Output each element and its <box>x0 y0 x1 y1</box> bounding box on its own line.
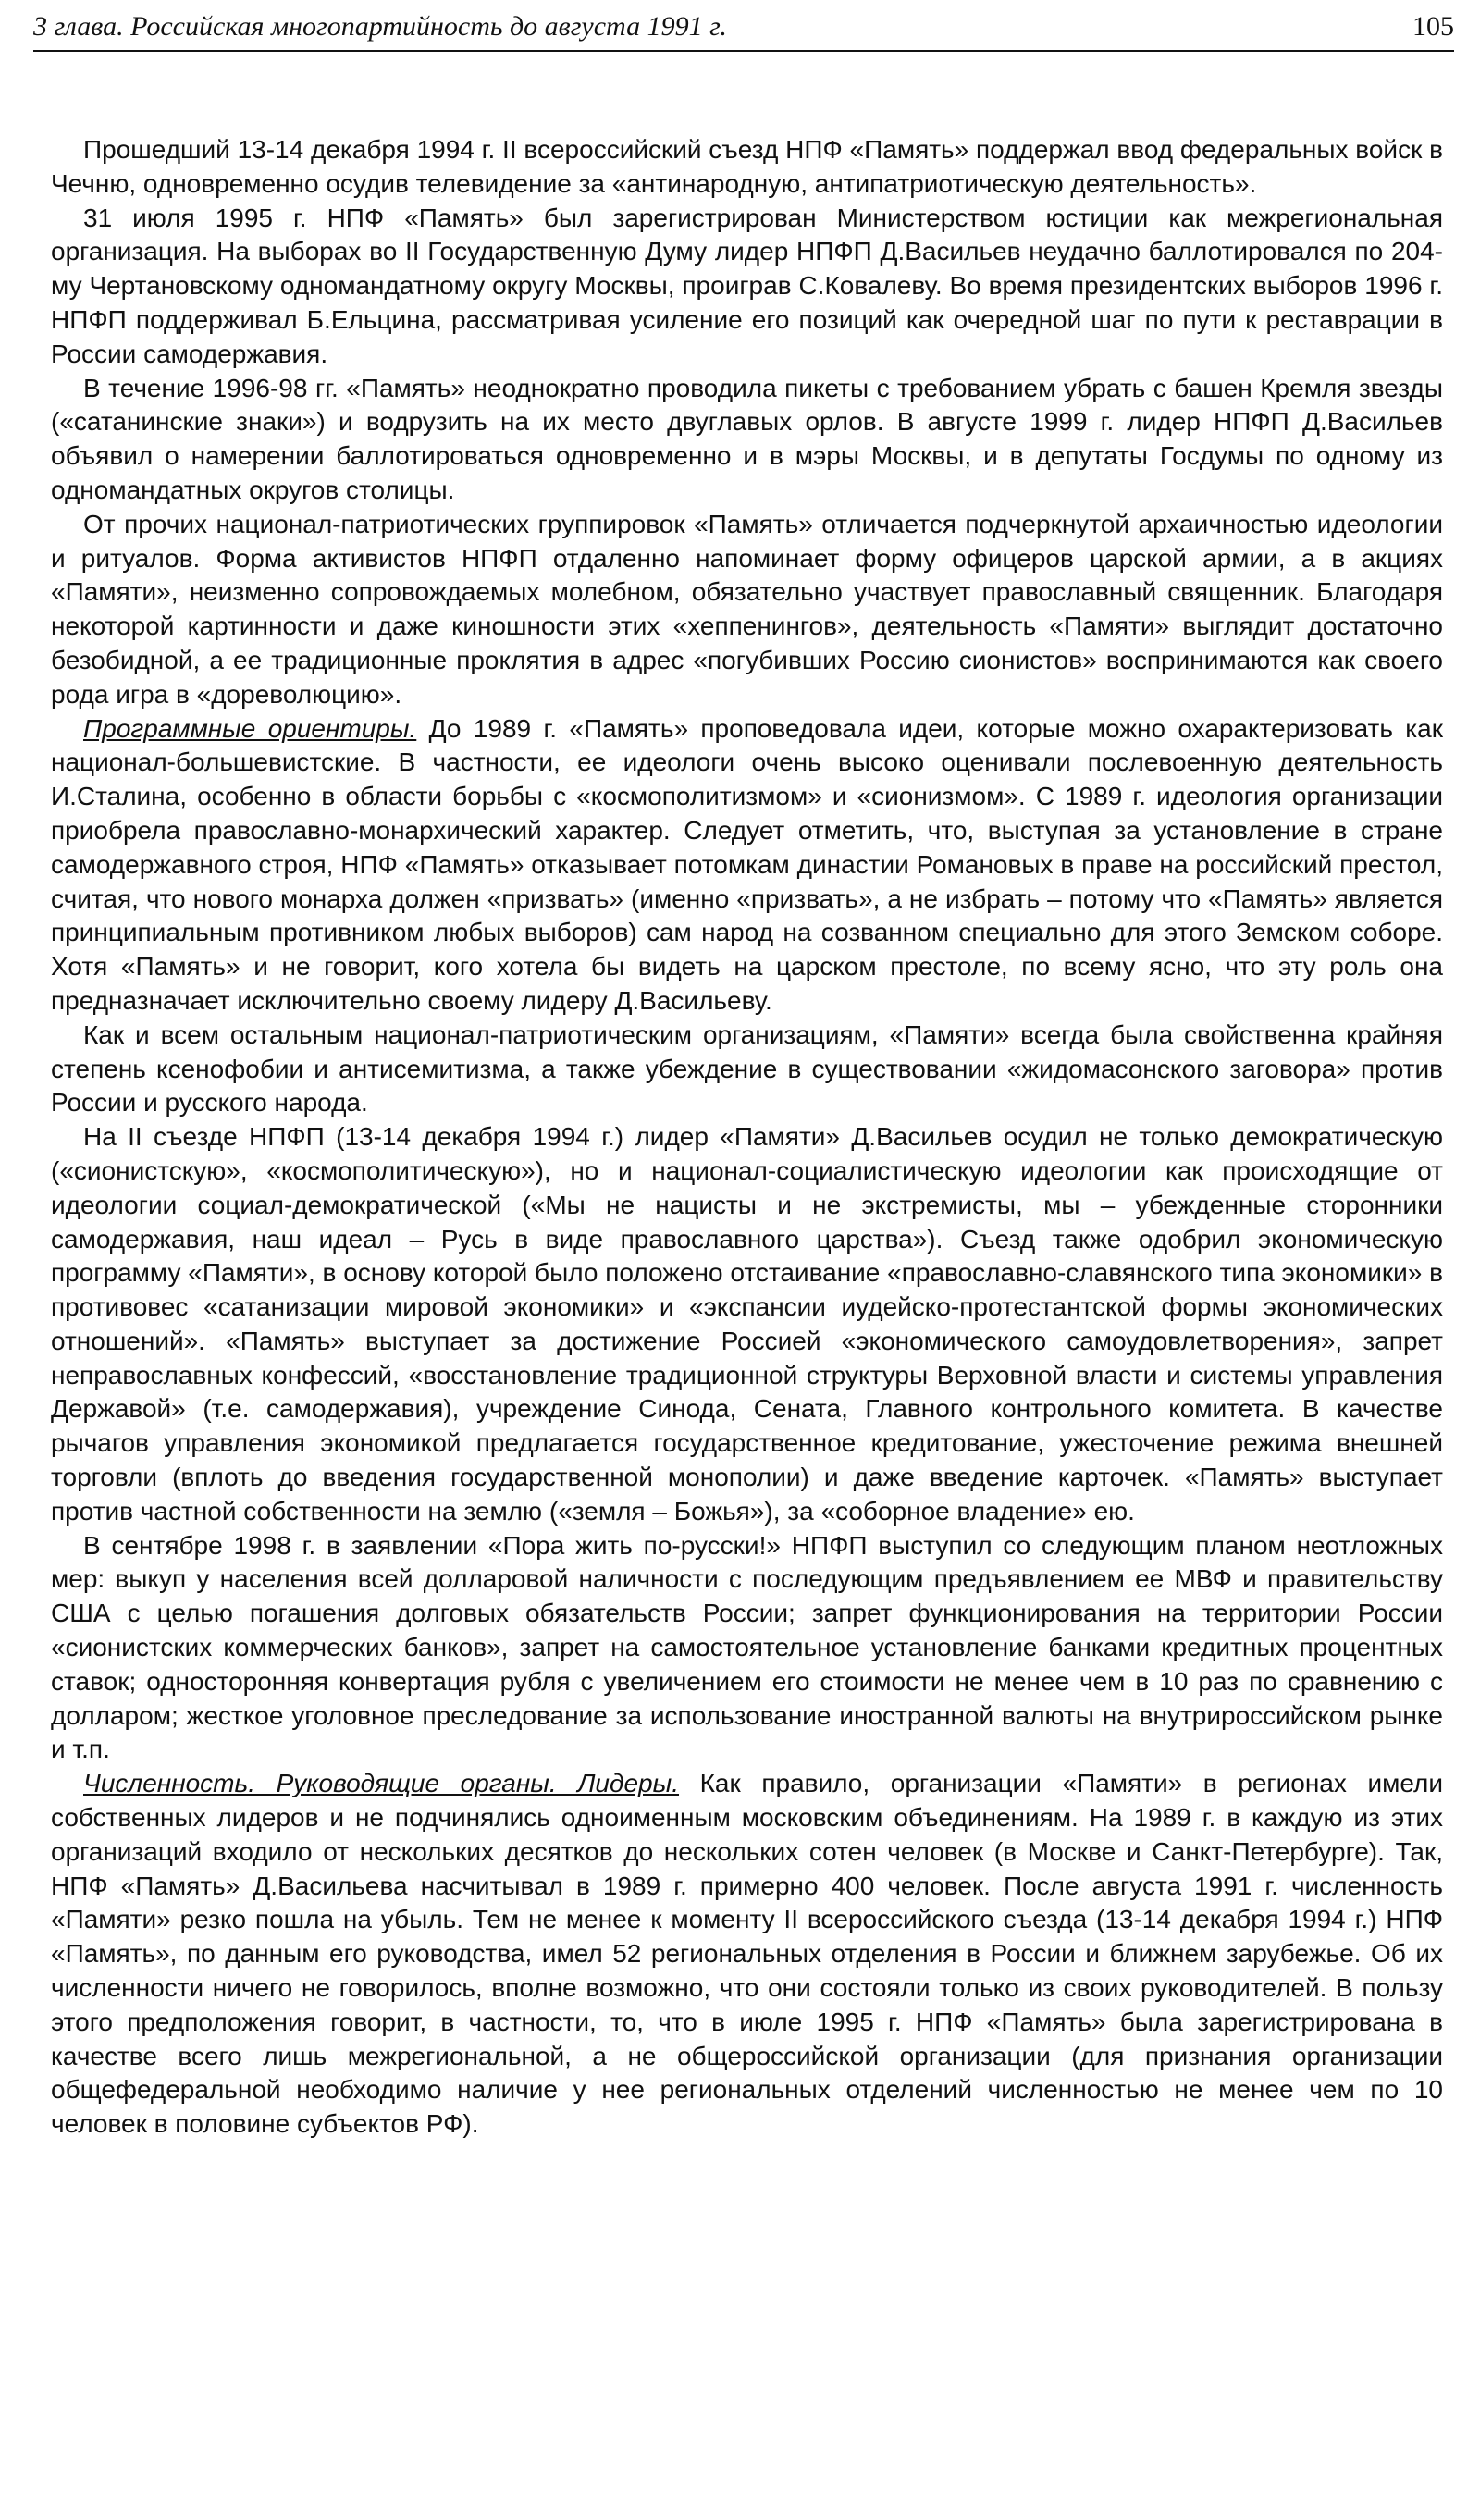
paragraph-text: 31 июля 1995 г. НПФ «Память» был зарегистрирован Министерством юстиции как межрегиональная организация. На выборах во II Государственную Думу лидер НПФП Д.Васильев неудачно баллотировался по 204-му Чертановскому одномандатному округу Москвы, проиграв С.Ковалеву. Во время президентских выборов 1996 г. НПФП поддерживал Б.Ельцина, рассматривая усиление его позиций как очередной шаг по пути к реставрации в России самодержавия. <box>51 203 1443 368</box>
paragraph-1 <box>51 133 1443 202</box>
paragraph-text: В сентябре 1998 г. в заявлении «Пора жить по-русски!» НПФП выступил со следующим планом неотложных мер: выкуп у населения всей долларовой наличности с последующим предъявлением ее МВФ и правительству США с целью погашения долговых обязательств России; запрет функционирования на территории России «сионистских коммерческих банков», запрет на самостоятельное установление банками кредитных процентных ставок; односторонняя конвертация рубля с увеличением его стоимости не менее чем в 10 раз по сравнению с долларом; жесткое уголовное преследование за использование иностранной валюты на внутрироссийском рынке и т.п. <box>51 1530 1443 1764</box>
paragraph-text: До 1989 г. «Память» проповедовала идеи, которые можно охарактеризовать как национал-большевистские. В частности, ее идеологи очень высоко оценивали послевоенную деятельность И.Сталина, особенно в области борьбы с «космополитизмом» и «сионизмом». С 1989 г. идеология организации приобрела православно-монархический характер. Следует отметить, что, выступая за установление в стране самодержавного строя, НПФ «Память» отказывает потомкам династии Романовых в праве на российский престол, считая, что нового монарха должен «призвать» (именно «призвать», а не избрать – потому что «Память» является принципиальным противником любых выборов) сам народ на созванном специально для этого Земском соборе. Хотя «Память» и не говорит, кого хотела бы видеть на царском престоле, по всему ясно, что эту роль она предназначает исключительно своему лидеру Д.Васильеву. <box>51 713 1443 1015</box>
paragraph-5 <box>51 712 1443 1019</box>
chapter-title: 3 глава. Российская многопартийность до августа 1991 г. <box>33 11 727 42</box>
paragraph-text: Как правило, организации «Памяти» в регионах имели собственных лидеров и не подчинялись одноименным московским объединениям. На 1989 г. в каждую из этих организаций входило от нескольких десятков до нескольких сотен человек (в Москве и Санкт-Петербурге). Так, НПФ «Память» Д.Васильева насчитывал в 1989 г. примерно 400 человек. После августа 1991 г. численность «Памяти» резко пошла на убыль. Тем не менее к моменту II всероссийского съезда (13-14 декабря 1994 г.) НПФ «Память», по данным его руководства, имел 52 региональных отделения в России и ближнем зарубежье. Об их численности ничего не говорилось, вполне возможно, что они состояли только из своих руководителей. В пользу этого предположения говорит, в частности, то, что в июле 1995 г. НПФ «Память» была зарегистрирована в качестве всего лишь межрегиональной, а не общероссийской организации (для признания организации общефедеральной необходимо наличие у нее региональных отделений численностью не менее чем по 10 человек в половине субъектов РФ). <box>51 1769 1443 2139</box>
body-text <box>51 133 1443 2142</box>
paragraph-8 <box>51 1529 1443 1768</box>
section-lead-membership: Численность. Руководящие органы. Лидеры. <box>83 1769 680 1798</box>
paragraph-text: От прочих национал-патриотических группировок «Память» отличается подчеркнутой архаичностью идеологии и ритуалов. Форма активистов НПФП отдаленно напоминает форму офицеров царской армии, а в акциях «Памяти», неизменно сопровождаемых молебном, обязательно участвует православный священник. Благодаря некоторой картинности и даже киношности этих «хеппенингов», деятельность «Памяти» выглядит достаточно безобидной, а ее традиционные проклятия в адрес «погубивших Россию сионистов» воспринимаются как своего рода игра в «дореволюцию». <box>51 509 1443 709</box>
page-number: 105 <box>1412 11 1454 42</box>
paragraph-text: Как и всем остальным национал-патриотическим организациям, «Памяти» всегда была свойственна крайняя степень ксенофобии и антисемитизма, а также убеждение в существовании «жидомасонского заговора» против России и русского народа. <box>51 1019 1443 1118</box>
paragraph-text: На II съезде НПФП (13-14 декабря 1994 г.) лидер «Памяти» Д.Васильев осудил не только демократическую («сионистскую», «космополитическую»), но и национал-социалистическую идеологии как происходящие от идеологии социал-демократической («Мы не нацисты и не экстремисты, мы – убежденные сторонники самодержавия, наш идеал – Русь в виде православного царства»). Съезд также одобрил экономическую программу «Памяти», в основу которой было положено отстаивание «православно-славянского типа экономики» в противовес «сатанизации мировой экономики» и «экспансии иудейско-протестантской формы экономических отношений». «Память» выступает за достижение Россией «экономического самоудовлетворения», запрет неправославных конфессий, «восстановление традиционной структуры Верховной власти и системы управления Державой» (т.е. самодержавия), учреждение Синода, Сената, Главного контрольного комитета. В качестве рычагов управления экономикой предлагается государственное кредитование, ужесточение режима внешней торговли (вплоть до введения государственной монополии) и даже введение карточек. «Память» выступает против частной собственности на землю («земля – Божья»), за «соборное владение» ею. <box>51 1122 1443 1526</box>
paragraph-text: Прошедший 13-14 декабря 1994 г. II всероссийский съезд НПФ «Память» поддержал ввод федеральных войск в Чечню, одновременно осудив телевидение за «антинародную, антипатриотическую деятельность». <box>51 135 1443 198</box>
section-lead-program: Программные ориентиры. <box>83 713 417 743</box>
paragraph-text: В течение 1996-98 гг. «Память» неоднократно проводила пикеты с требованием убрать с башен Кремля звезды («сатанинские знаки») и водрузить на их место двуглавых орлов. В августе 1999 г. лидер НПФП Д.Васильев объявил о намерении баллотироваться одновременно и в мэры Москвы, и в депутаты Госдумы по одному из одномандатных округов столицы. <box>51 373 1443 504</box>
paragraph-2 <box>51 202 1443 372</box>
paragraph-6 <box>51 1019 1443 1120</box>
paragraph-3 <box>51 372 1443 508</box>
paragraph-9 <box>51 1767 1443 2142</box>
paragraph-4 <box>51 508 1443 712</box>
running-header <box>33 7 1454 52</box>
paragraph-7 <box>51 1120 1443 1529</box>
